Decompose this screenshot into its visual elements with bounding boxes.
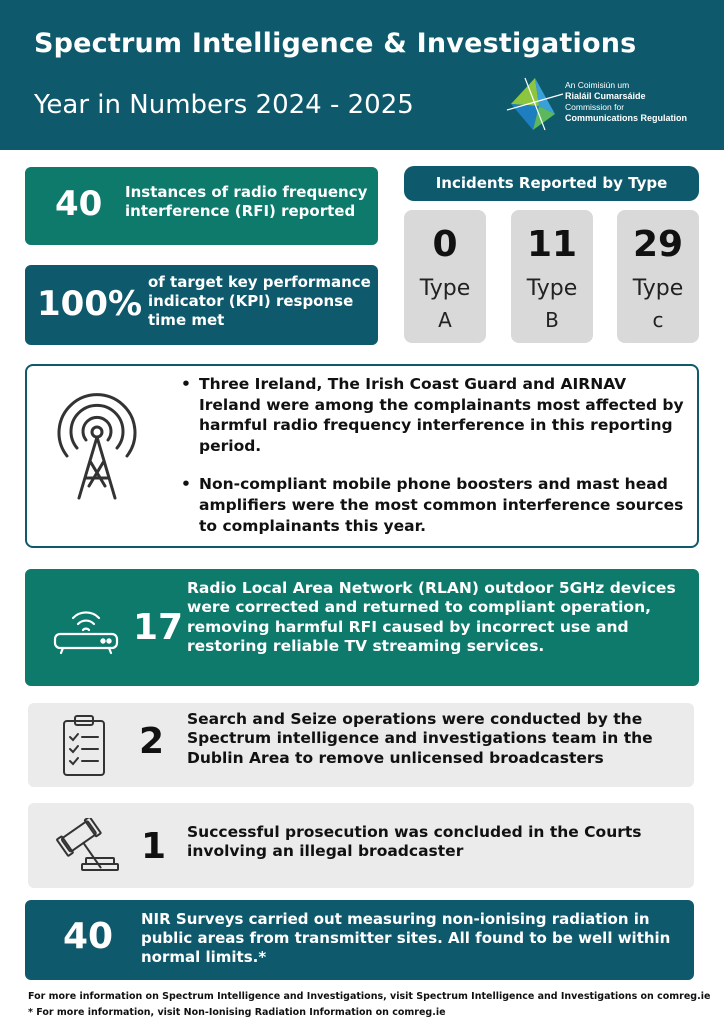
search-seize-stat-card [28,703,694,787]
incident-type-a-letter: A [438,308,452,332]
prosecution-value: 1 [141,826,167,867]
search-seize-value: 2 [139,721,165,762]
incident-type-a-label: Type [419,276,471,301]
highlight-bullet-1: • Three Ireland, The Irish Coast Guard and AIRNAV Ireland were among the complainants most affected by harmful radio frequency interference in this reporting period. [177,374,687,456]
incident-type-c-letter: c [652,308,664,332]
highlights-list [177,374,687,536]
incident-type-b [511,210,593,343]
rlan-stat-card [25,569,699,686]
kpi-value: 100% [37,284,143,324]
page-subtitle: Year in Numbers 2024 - 2025 [34,90,414,120]
rlan-value: 17 [133,607,184,648]
logo-line-1: An Coimisiún um [565,80,630,90]
incident-type-b-letter: B [545,308,559,332]
prosecution-stat-card [28,803,694,888]
clipboard-checklist-icon [60,713,108,777]
footer-note-1: For more information on Spectrum Intelligence and Investigations, visit Spectrum Intelligence and Investigations on comreg.ie [28,991,711,1002]
wifi-router-icon [51,604,121,656]
incident-type-c-count: 29 [632,224,684,265]
rfi-value: 40 [55,184,103,224]
header-banner [0,0,724,150]
logo-line-4: Communications Regulation [565,113,688,123]
nir-description: NIR Surveys carried out measuring non-ionising radiation in public areas from transmitter sites. All found to be well within normal limits.* [141,910,671,966]
search-seize-description: Search and Seize operations were conducted by the Spectrum intelligence and investigations team in the Dublin Area to remove unlicensed broadcasters [187,710,653,767]
incident-type-b-label: Type [526,276,578,301]
incident-type-c [617,210,699,343]
rfi-stat-card [25,167,378,245]
rlan-description: Radio Local Area Network (RLAN) outdoor 5GHz devices were corrected and returned to compliant operation, removing harmful RFI caused by incorrect use and restoring reliable TV streaming services. [187,579,676,656]
incident-type-c-label: Type [632,276,684,301]
highlight-bullet-2: • Non-compliant mobile phone boosters and mast head amplifiers were the most common interference sources to complainants this year. [177,474,687,536]
kpi-description: of target key performance indicator (KPI) response time met [148,273,371,329]
incident-type-b-count: 11 [526,224,578,265]
comreg-logo [505,74,705,134]
kpi-stat-card [25,265,378,345]
incidents-title: Incidents Reported by Type [404,166,699,201]
rfi-description: Instances of radio frequency interference (RFI) reported [125,183,368,220]
incident-type-a [404,210,486,343]
page-title: Spectrum Intelligence & Investigations [34,28,637,59]
logo-wordmark [565,80,687,124]
logo-line-3: Commission for [565,102,625,112]
footer-note-2: * For more information, visit Non-Ionising Radiation Information on comreg.ie [28,1007,446,1018]
gavel-icon [50,818,120,874]
nir-value: 40 [63,916,114,957]
comreg-logo-icon [505,74,565,134]
prosecution-description: Successful prosecution was concluded in the Courts involving an illegal broadcaster [187,823,642,861]
logo-line-2: Rialáil Cumarsáide [565,91,646,101]
nir-stat-card [25,900,694,980]
highlights-box [25,364,699,548]
radio-tower-icon [45,386,149,504]
incident-type-a-count: 0 [432,224,458,265]
